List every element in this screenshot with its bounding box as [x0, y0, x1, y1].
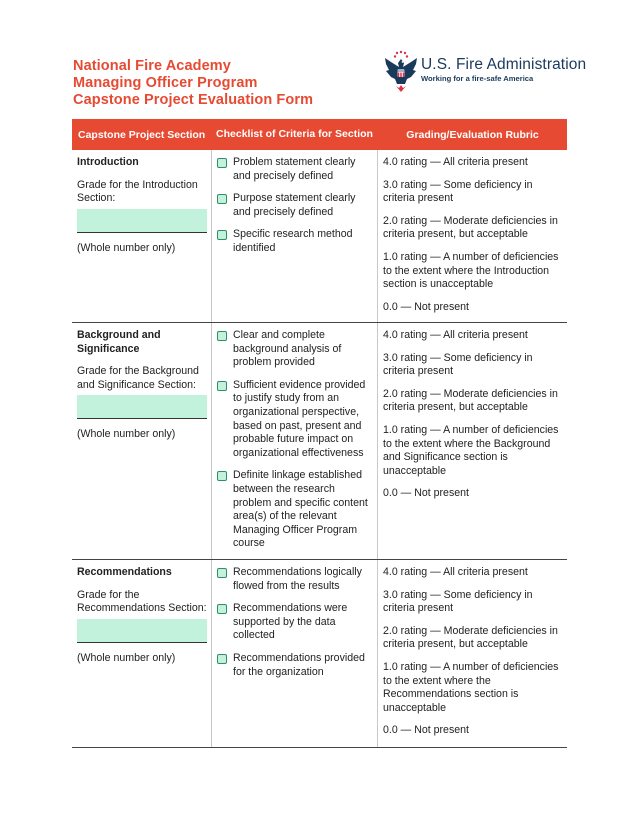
- checkbox[interactable]: [217, 568, 227, 578]
- rubric-item: 3.0 rating — Some deficiency in criteria present: [383, 351, 533, 378]
- title-line-2: Managing Officer Program: [73, 75, 258, 91]
- rubric-cell: [378, 323, 567, 559]
- section-cell: [72, 150, 211, 322]
- checkbox[interactable]: [217, 230, 227, 240]
- grade-input-recommendations[interactable]: [77, 619, 207, 643]
- rubric-item: 2.0 rating — Moderate deficiencies in criteria present, but acceptable: [383, 387, 558, 414]
- section-title: Introduction: [77, 156, 139, 168]
- header-rubric: Grading/Evaluation Rubric: [406, 128, 539, 141]
- section-cell: [72, 560, 211, 747]
- criteria-text: Recommendations provided for the organization: [233, 651, 365, 678]
- criteria-text: Specific research method identified: [233, 228, 353, 254]
- criteria-item: [216, 379, 374, 461]
- checkbox[interactable]: [217, 158, 227, 168]
- criteria-text: Problem statement clearly and precisely defined: [233, 156, 356, 182]
- criteria-item: [216, 652, 374, 679]
- checkbox[interactable]: [217, 194, 227, 204]
- grade-input-introduction[interactable]: [77, 209, 207, 233]
- rubric-item: 2.0 rating — Moderate deficiencies in criteria present, but acceptable: [383, 214, 558, 241]
- rubric-item: 0.0 — Not present: [383, 487, 469, 500]
- section-title: Background and Significance: [77, 329, 161, 355]
- criteria-item: [216, 566, 374, 593]
- grade-note: (Whole number only): [77, 651, 176, 664]
- rubric-item: 4.0 rating — All criteria present: [383, 156, 528, 168]
- checkbox[interactable]: [217, 381, 227, 391]
- rubric-item: 3.0 rating — Some deficiency in criteria present: [383, 588, 533, 615]
- criteria-item: [216, 602, 374, 643]
- criteria-text: Recommendations were supported by the data collected: [233, 602, 348, 642]
- rubric-cell: [378, 560, 567, 747]
- grade-label: Grade for the Introduction Section:: [77, 178, 198, 205]
- rubric-item: 4.0 rating — All criteria present: [383, 329, 528, 341]
- criteria-item: [216, 192, 374, 219]
- grade-label: Grade for the Recommendations Section:: [77, 588, 207, 615]
- criteria-item: [216, 329, 374, 370]
- criteria-text: Purpose statement clearly and precisely defined: [233, 192, 356, 218]
- section-title: Recommendations: [77, 566, 172, 578]
- criteria-item: [216, 156, 374, 183]
- evaluation-table: [72, 119, 567, 748]
- grade-input-background[interactable]: [77, 395, 207, 419]
- header-section: Capstone Project Section: [78, 128, 206, 141]
- grade-label: Grade for the Background and Significance Section:: [77, 365, 199, 391]
- rubric-cell: [378, 150, 567, 322]
- criteria-cell: [211, 560, 378, 747]
- rubric-item: 0.0 — Not present: [383, 724, 469, 737]
- table-row-recommendations: [72, 560, 567, 748]
- criteria-cell: [211, 323, 378, 559]
- criteria-cell: [211, 150, 378, 322]
- criteria-text: Definite linkage established between the research problem and specific content area(s) of the relevant Managing Officer Program course: [233, 469, 368, 550]
- section-cell: [72, 323, 211, 559]
- table-row-background: [72, 323, 567, 560]
- rubric-item: 3.0 rating — Some deficiency in criteria present: [383, 178, 533, 205]
- criteria-text: Sufficient evidence provided to justify study from an organizational perspective, based on past, present and probable future impact on organizational effectiveness: [233, 378, 366, 459]
- rubric-item: 1.0 rating — A number of deficiencies to the extent where the Background and Significance section is unacceptable: [383, 423, 559, 477]
- checkbox[interactable]: [217, 471, 227, 481]
- checkbox[interactable]: [217, 604, 227, 614]
- form-title: [73, 58, 313, 109]
- checkbox[interactable]: [217, 654, 227, 664]
- usfa-logo: [383, 50, 587, 100]
- rubric-item: 4.0 rating — All criteria present: [383, 566, 528, 578]
- title-line-1: National Fire Academy: [73, 58, 231, 74]
- grade-note: (Whole number only): [77, 428, 176, 441]
- title-line-3: Capstone Project Evaluation Form: [73, 92, 314, 108]
- eagle-emblem-icon: [383, 50, 419, 96]
- grade-note: (Whole number only): [77, 241, 176, 254]
- header-checklist: Checklist of Criteria for Section: [216, 128, 373, 141]
- criteria-text: Clear and complete background analysis of problem provided: [233, 329, 342, 369]
- rubric-item: 0.0 — Not present: [383, 300, 469, 313]
- table-header: [72, 119, 567, 150]
- checkbox[interactable]: [217, 331, 227, 341]
- criteria-item: [216, 228, 374, 255]
- rubric-item: 2.0 rating — Moderate deficiencies in criteria present, but acceptable: [383, 624, 558, 651]
- logo-tagline: Working for a fire-safe America: [421, 74, 534, 83]
- rubric-item: 1.0 rating — A number of deficiencies to the extent where the Introduction section is unacceptable: [383, 250, 559, 291]
- logo-name: U.S. Fire Administration: [421, 56, 587, 73]
- rubric-item: 1.0 rating — A number of deficiencies to the extent where the Recommendations section is unacceptable: [383, 660, 559, 714]
- table-row-introduction: [72, 150, 567, 323]
- criteria-text: Recommendations logically flowed from the results: [233, 566, 362, 592]
- criteria-item: [216, 469, 374, 551]
